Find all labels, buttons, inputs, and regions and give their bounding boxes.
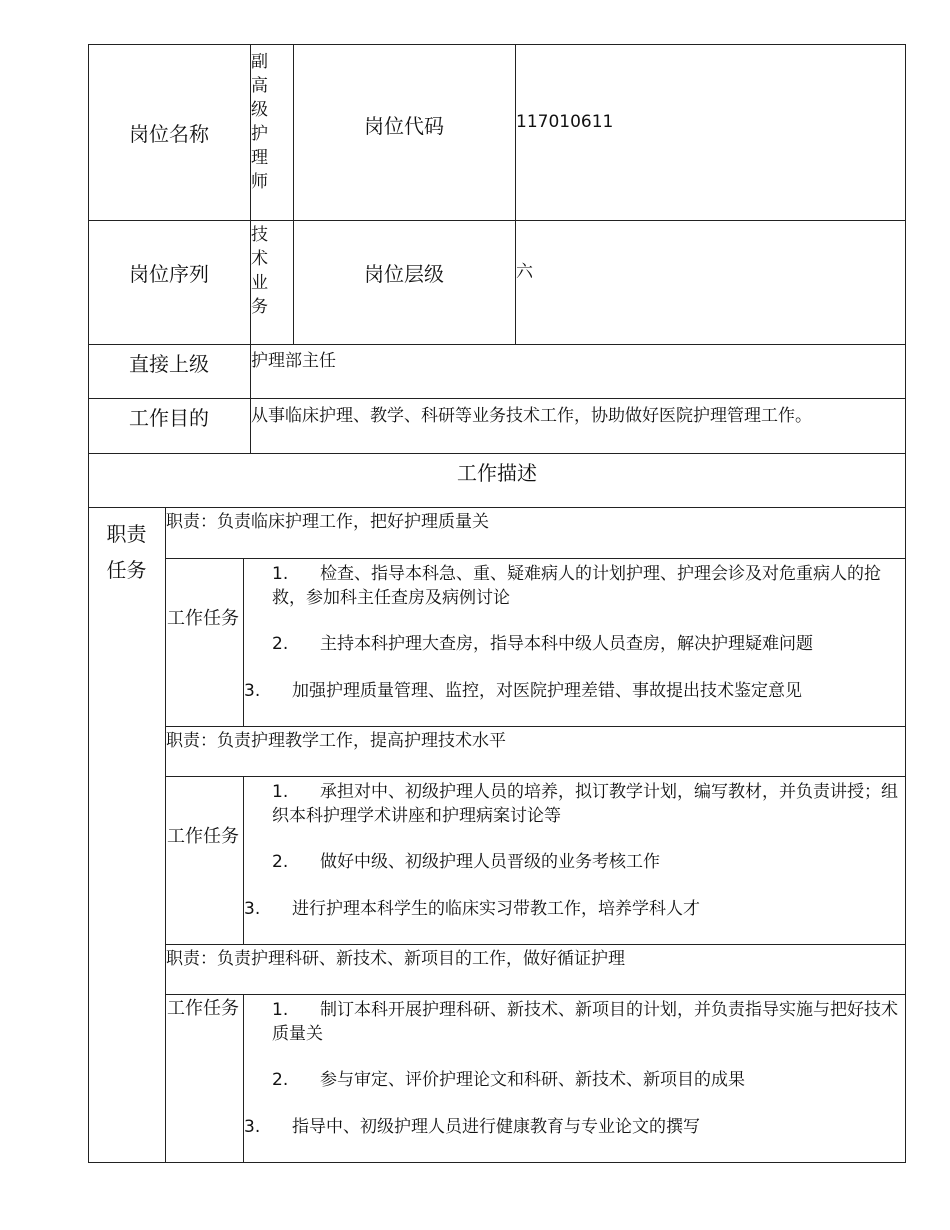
table-border-bottom	[88, 1162, 906, 1163]
task-item	[272, 632, 902, 656]
task-number: 3.	[244, 1117, 261, 1137]
duties-label-line: 任务	[106, 558, 147, 582]
purpose-label: 工作目的	[129, 405, 209, 430]
task-number: 2.	[272, 1070, 289, 1090]
task-number: 3.	[244, 899, 261, 919]
task-item	[272, 1068, 902, 1092]
task-text: 进行护理本科学生的临床实习带教工作，培养学科人才	[292, 899, 700, 919]
post-level-value: 六	[516, 262, 533, 282]
duty-title: 职责：负责临床护理工作，把好护理质量关	[166, 512, 489, 532]
description-title: 工作描述	[457, 460, 537, 485]
task-text: 参与审定、评价护理论文和科研、新技术、新项目的成果	[320, 1070, 745, 1090]
task-number: 2.	[272, 634, 289, 654]
col-divider	[165, 507, 166, 1162]
task-item	[244, 679, 899, 703]
post-code-label: 岗位代码	[364, 113, 444, 138]
task-text: 检查、指导本科急、重、疑难病人的计划护理、护理会诊及对危重病人的抢救，参加科主任查房及病例讨论	[272, 564, 881, 608]
task-label: 工作任务	[167, 826, 239, 847]
post-sequence-value: 技术业务	[251, 225, 268, 317]
task-text: 加强护理质量管理、监控，对医院护理差错、事故提出技术鉴定意见	[292, 681, 802, 701]
row-divider	[165, 558, 906, 559]
row-divider	[165, 944, 906, 945]
supervisor-label: 直接上级	[129, 351, 209, 376]
row-divider	[165, 776, 906, 777]
task-item	[244, 1115, 899, 1139]
task-item	[272, 998, 902, 1046]
purpose-value: 从事临床护理、教学、科研等业务技术工作，协助做好医院护理管理工作。	[251, 406, 812, 426]
task-text: 指导中、初级护理人员进行健康教育与专业论文的撰写	[292, 1117, 700, 1137]
task-text: 主持本科护理大查房，指导本科中级人员查房，解决护理疑难问题	[320, 634, 813, 654]
duty-title: 职责：负责护理教学工作，提高护理技术水平	[166, 731, 506, 751]
task-number: 1.	[272, 1000, 289, 1020]
task-number: 1.	[272, 564, 289, 584]
row-divider	[165, 726, 906, 727]
duties-label	[88, 516, 165, 588]
task-item	[272, 850, 902, 874]
post-name-label: 岗位名称	[129, 121, 209, 146]
task-text: 制订本科开展护理科研、新技术、新项目的计划，并负责指导实施与把好技术质量关	[272, 1000, 898, 1044]
supervisor-value: 护理部主任	[251, 351, 336, 371]
task-number: 3.	[244, 681, 261, 701]
post-level-label: 岗位层级	[364, 261, 444, 286]
task-text: 承担对中、初级护理人员的培养，拟订教学计划，编写教材，并负责讲授；组织本科护理学术讲座和护理病案讨论等	[272, 782, 898, 826]
task-number: 1.	[272, 782, 289, 802]
task-item	[244, 897, 899, 921]
post-name-value: 副高级护理师	[251, 52, 268, 192]
post-code-value: 117010611	[516, 112, 614, 132]
task-label: 工作任务	[167, 998, 239, 1019]
task-label: 工作任务	[167, 608, 239, 629]
task-item	[272, 780, 902, 828]
task-number: 2.	[272, 852, 289, 872]
col-divider	[515, 44, 516, 344]
duties-label-line: 职责	[106, 522, 147, 546]
row-divider	[88, 507, 906, 508]
row-divider	[165, 994, 906, 995]
post-sequence-label: 岗位序列	[129, 261, 209, 286]
duty-title: 职责：负责护理科研、新技术、新项目的工作，做好循证护理	[166, 949, 625, 969]
task-item	[272, 562, 902, 610]
task-text: 做好中级、初级护理人员晋级的业务考核工作	[320, 852, 660, 872]
